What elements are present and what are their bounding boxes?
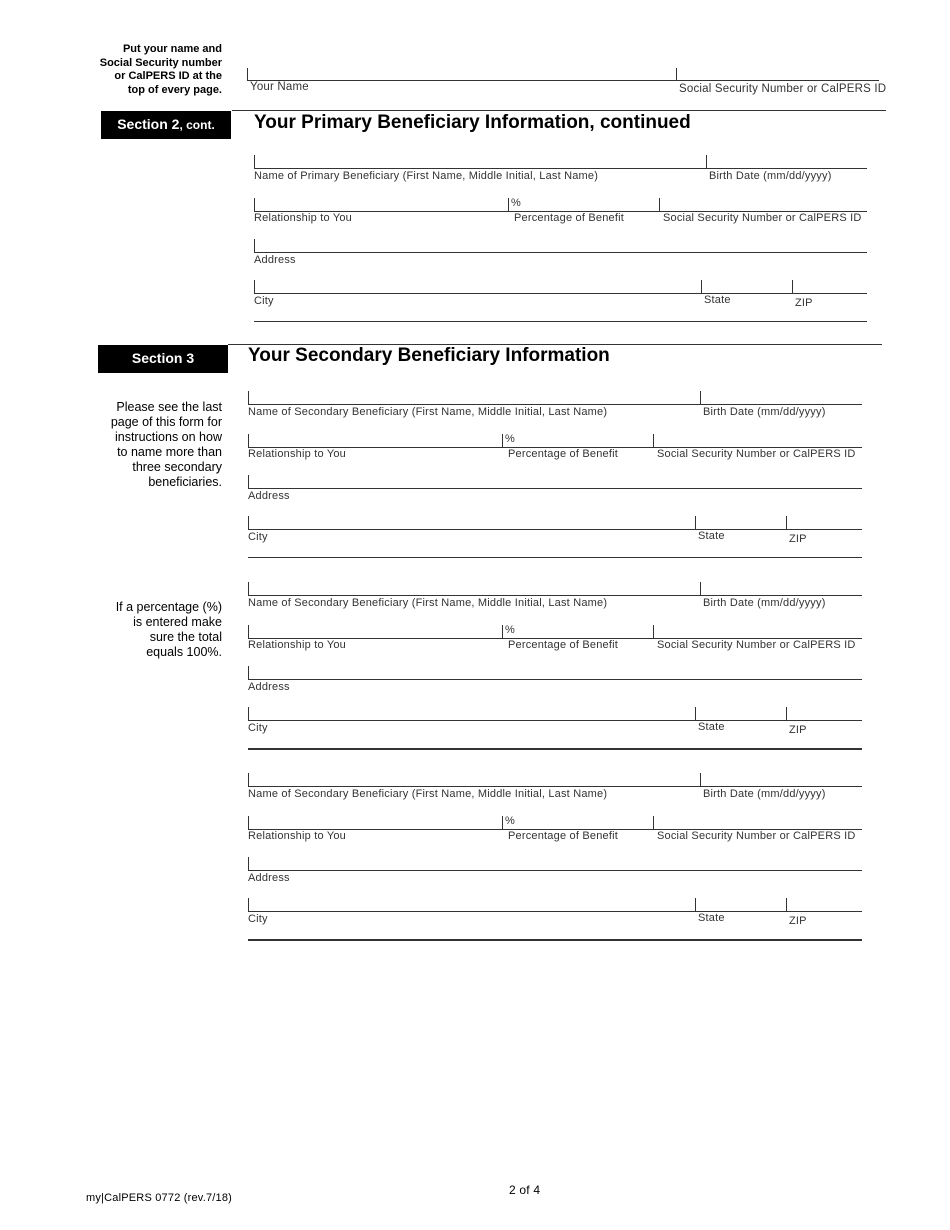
divider [676,80,879,81]
secondary-beneficiary-3-city-field[interactable] [248,897,695,911]
secondary-beneficiary-2-ssn-label: Social Security Number or CalPERS ID [657,639,856,651]
divider [247,80,676,81]
primary-beneficiary-ssn-label: Social Security Number or CalPERS ID [663,212,862,224]
primary-beneficiary-zip-field[interactable] [792,279,867,293]
field-underline [248,720,695,721]
divider [676,68,677,80]
field-underline [700,786,862,787]
primary-beneficiary-state-field[interactable] [701,279,792,293]
field-underline [254,168,706,169]
primary-beneficiary-relationship-label: Relationship to You [254,212,352,224]
primary-beneficiary-city-label: City [254,295,274,307]
header-ssn-label: Social Security Number or CalPERS ID [679,83,887,95]
secondary-beneficiary-3-percent-symbol: % [505,815,515,827]
percentage-note [80,600,222,660]
secondary-instructions-note [80,400,222,490]
field-underline [254,293,701,294]
secondary-beneficiary-2-address-field[interactable] [248,665,862,679]
field-underline [248,786,700,787]
field-underline [254,252,867,253]
secondary-beneficiary-3-ssn-field[interactable] [653,815,862,829]
secondary-beneficiary-2-zip-label: ZIP [789,724,807,736]
page-number: 2 of 4 [509,1183,541,1197]
secondary-beneficiary-2-percentage-field[interactable] [504,624,651,638]
field-underline [248,529,695,530]
secondary-beneficiary-1-address-field[interactable] [248,474,862,488]
field-underline [700,404,862,405]
secondary-beneficiary-2-address-label: Address [248,681,290,693]
section2-rule [232,110,886,111]
block-separator [248,748,862,750]
secondary-beneficiary-2-relationship-label: Relationship to You [248,639,346,651]
secondary-beneficiary-1-city-label: City [248,531,268,543]
note-line: to name more than [117,445,222,459]
field-underline [248,404,700,405]
block-separator [254,321,867,322]
field-underline [248,870,862,871]
secondary-beneficiary-3-state-field[interactable] [695,897,786,911]
secondary-beneficiary-2-city-label: City [248,722,268,734]
secondary-beneficiary-3-name-field[interactable] [248,772,700,786]
note-line: is entered make [133,615,222,629]
header-instructions [80,43,222,97]
secondary-beneficiary-2-birth-date-label: Birth Date (mm/dd/yyyy) [703,597,826,609]
field-underline [706,168,867,169]
block-separator [248,557,862,558]
section2-badge-main: Section 2 [117,116,180,132]
primary-beneficiary-city-field[interactable] [254,279,701,293]
secondary-beneficiary-1-name-field[interactable] [248,390,700,404]
secondary-beneficiary-2-percent-symbol: % [505,624,515,636]
secondary-beneficiary-1-relationship-label: Relationship to You [248,448,346,460]
secondary-beneficiary-3-address-label: Address [248,872,290,884]
primary-beneficiary-address-label: Address [254,254,296,266]
note-line: equals 100%. [146,645,222,659]
secondary-beneficiary-3-birth-date-field[interactable] [700,772,862,786]
secondary-beneficiary-1-state-label: State [698,530,725,542]
secondary-beneficiary-3-city-label: City [248,913,268,925]
section3-badge: Section 3 [98,345,228,373]
primary-beneficiary-address-field[interactable] [254,238,867,252]
field-underline [700,595,862,596]
header-instruction-line: Social Security number [99,56,222,69]
header-instruction-line: or CalPERS ID at the [114,70,222,82]
secondary-beneficiary-1-relationship-field[interactable] [248,433,502,447]
secondary-beneficiary-1-zip-field[interactable] [786,515,862,529]
secondary-beneficiary-2-zip-field[interactable] [786,706,862,720]
secondary-beneficiary-1-zip-label: ZIP [789,533,807,545]
field-tick [508,198,509,211]
field-underline [248,679,862,680]
primary-beneficiary-birth-date-label: Birth Date (mm/dd/yyyy) [709,170,832,182]
section2-title: Your Primary Beneficiary Information, continued [254,112,691,133]
field-tick [502,816,503,829]
secondary-beneficiary-3-state-label: State [698,912,725,924]
primary-beneficiary-zip-label: ZIP [795,297,813,309]
secondary-beneficiary-2-state-label: State [698,721,725,733]
secondary-beneficiary-3-ssn-label: Social Security Number or CalPERS ID [657,830,856,842]
secondary-beneficiary-1-percentage-label: Percentage of Benefit [508,448,618,460]
secondary-beneficiary-2-birth-date-field[interactable] [700,581,862,595]
secondary-beneficiary-3-percentage-field[interactable] [504,815,651,829]
section3-title: Your Secondary Beneficiary Information [248,345,610,366]
secondary-beneficiary-2-relationship-field[interactable] [248,624,502,638]
note-line: instructions on how [114,430,222,444]
secondary-beneficiary-3-name-label: Name of Secondary Beneficiary (First Name, Middle Initial, Last Name) [248,788,608,800]
field-underline [786,529,862,530]
secondary-beneficiary-1-birth-date-label: Birth Date (mm/dd/yyyy) [703,406,826,418]
primary-beneficiary-name-label: Name of Primary Beneficiary (First Name, Middle Initial, Last Name) [254,170,599,182]
note-line: page of this form for [110,415,222,429]
secondary-beneficiary-2-name-field[interactable] [248,581,700,595]
field-tick [502,434,503,447]
primary-beneficiary-percentage-label: Percentage of Benefit [514,212,624,224]
primary-beneficiary-birth-date-field[interactable] [706,154,867,168]
primary-beneficiary-percent-symbol: % [511,197,521,209]
field-underline [248,488,862,489]
secondary-beneficiary-2-city-field[interactable] [248,706,695,720]
secondary-beneficiary-3-relationship-label: Relationship to You [248,830,346,842]
field-underline [786,911,862,912]
your-name-field[interactable] [247,66,674,80]
secondary-beneficiary-1-city-field[interactable] [248,515,695,529]
divider [247,68,248,80]
primary-beneficiary-ssn-field[interactable] [659,197,867,211]
note-line: Please see the last [116,400,222,414]
secondary-beneficiary-3-birth-date-label: Birth Date (mm/dd/yyyy) [703,788,826,800]
primary-beneficiary-percentage-field[interactable] [510,197,657,211]
secondary-beneficiary-2-name-label: Name of Secondary Beneficiary (First Name, Middle Initial, Last Name) [248,597,608,609]
note-line: beneficiaries. [148,475,222,489]
header-ssn-field[interactable] [676,66,879,80]
your-name-label: Your Name [250,81,309,93]
field-underline [248,911,695,912]
secondary-beneficiary-3-zip-field[interactable] [786,897,862,911]
form-id: my|CalPERS 0772 (rev.7/18) [86,1192,233,1204]
secondary-beneficiary-3-percentage-label: Percentage of Benefit [508,830,618,842]
field-underline [248,595,700,596]
secondary-beneficiary-1-percent-symbol: % [505,433,515,445]
field-underline [792,293,867,294]
note-line: sure the total [149,630,222,644]
secondary-beneficiary-2-percentage-label: Percentage of Benefit [508,639,618,651]
primary-beneficiary-state-label: State [704,294,731,306]
section2-badge-sub: , cont. [179,118,215,132]
secondary-beneficiary-1-percentage-field[interactable] [504,433,651,447]
section2-badge [101,111,231,139]
secondary-beneficiary-1-ssn-field[interactable] [653,433,862,447]
secondary-beneficiary-1-ssn-label: Social Security Number or CalPERS ID [657,448,856,460]
block-separator [248,939,862,941]
primary-beneficiary-name-field[interactable] [254,154,706,168]
secondary-beneficiary-3-zip-label: ZIP [789,915,807,927]
field-underline [786,720,862,721]
secondary-beneficiary-2-state-field[interactable] [695,706,786,720]
header-instruction-line: top of every page. [127,83,222,96]
secondary-beneficiary-1-state-field[interactable] [695,515,786,529]
header-instruction-line: Put your name and [122,43,222,55]
secondary-beneficiary-1-birth-date-field[interactable] [700,390,862,404]
note-line: three secondary [132,460,222,474]
secondary-beneficiary-2-ssn-field[interactable] [653,624,862,638]
secondary-beneficiary-3-relationship-field[interactable] [248,815,502,829]
field-tick [502,625,503,638]
note-line: If a percentage (%) [115,600,222,614]
secondary-beneficiary-1-name-label: Name of Secondary Beneficiary (First Name, Middle Initial, Last Name) [248,406,608,418]
primary-beneficiary-relationship-field[interactable] [254,197,508,211]
secondary-beneficiary-1-address-label: Address [248,490,290,502]
secondary-beneficiary-3-address-field[interactable] [248,856,862,870]
